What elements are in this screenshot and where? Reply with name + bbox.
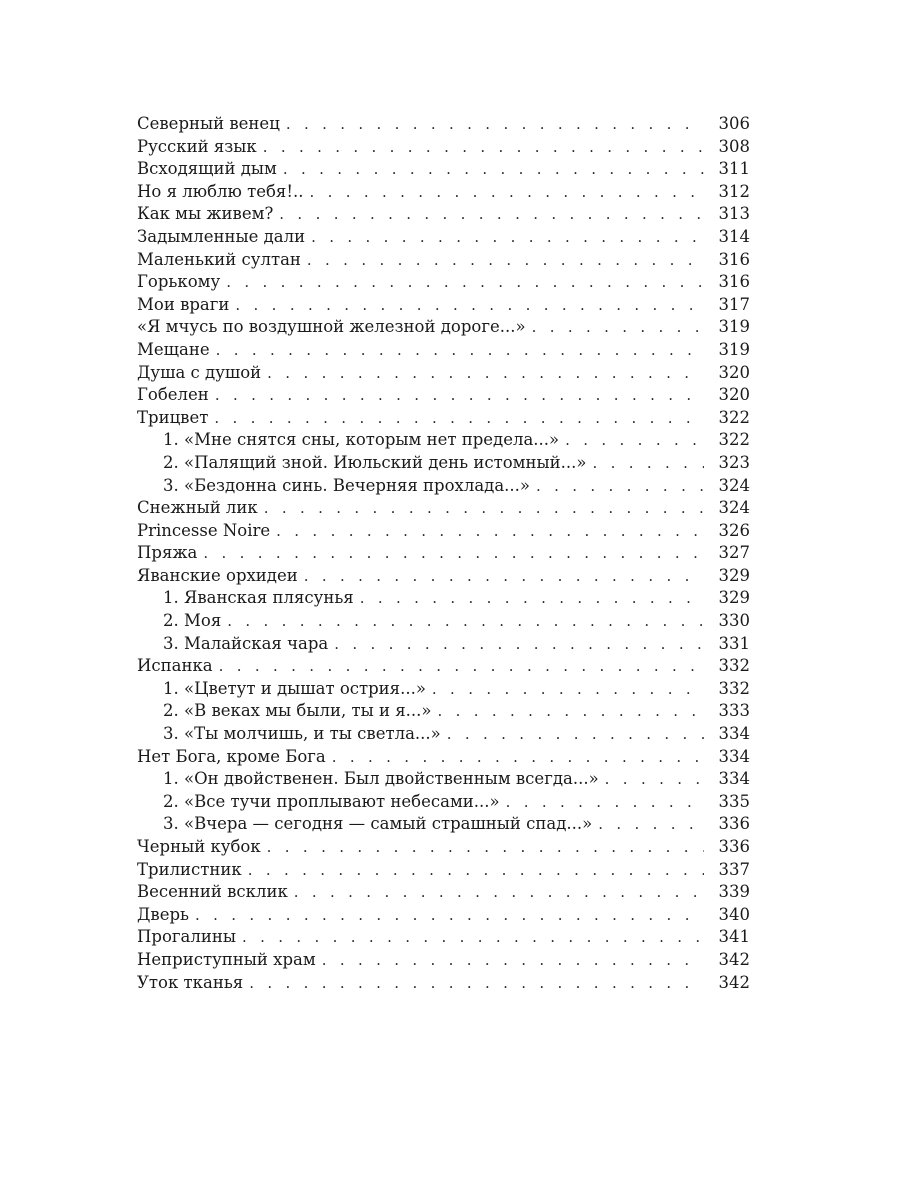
- dot-leader: [307, 249, 704, 272]
- toc-entry-page-number: 312: [718, 181, 750, 201]
- toc-subentry: [137, 587, 750, 610]
- toc-entry-title: Уток тканья: [137, 972, 244, 992]
- toc-entry-title: Северный венец: [137, 114, 280, 133]
- toc-entry-page-number: 308: [718, 136, 750, 156]
- toc-entry-title: Неприступный храм: [137, 949, 316, 969]
- toc-entry-page-number: 324: [718, 498, 750, 518]
- toc-entry-page-number: 326: [718, 520, 750, 540]
- toc-entry-title: 3. «Ты молчишь, и ты светла...»: [163, 724, 441, 744]
- toc-subentry: [137, 791, 750, 814]
- toc-entry-title: Маленький султан: [137, 249, 301, 269]
- toc-entry-title: Пряжа: [137, 543, 198, 563]
- toc-subentry: [137, 768, 750, 791]
- toc-entry: [137, 926, 750, 949]
- toc-entry-page-number: 327: [718, 543, 750, 563]
- toc-entry: [137, 542, 750, 565]
- toc-entry-title: Яванские орхидеи: [137, 565, 298, 585]
- toc-entry-title: Трицвет: [137, 407, 209, 427]
- dot-leader: [195, 904, 704, 927]
- toc-entry-page-number: 317: [718, 294, 750, 314]
- toc-entry-title: 2. «Палящий зной. Июльский день истомный...»: [163, 452, 587, 472]
- toc-entry: [137, 655, 750, 678]
- toc-entry-page-number: 324: [718, 475, 750, 495]
- toc-entry: [137, 362, 750, 385]
- toc-entry-page-number: 333: [718, 701, 750, 721]
- toc-entry-title: Но я люблю тебя!..: [137, 181, 304, 201]
- toc-entry-title: 2. «Все тучи проплывают небесами...»: [163, 791, 500, 811]
- dot-leader: [360, 587, 704, 610]
- dot-leader: [432, 678, 704, 701]
- toc-entry-page-number: 341: [718, 927, 750, 947]
- dot-leader: [592, 452, 704, 475]
- dot-leader: [276, 520, 704, 543]
- toc-entry-title: Снежный лик: [137, 498, 258, 518]
- toc-entry-title: Испанка: [137, 656, 213, 676]
- toc-entry-title: Черный кубок: [137, 837, 261, 856]
- toc-entry: [137, 339, 750, 362]
- toc-subentry: [137, 633, 750, 656]
- dot-leader: [283, 158, 704, 181]
- toc-entry-page-number: 337: [718, 859, 750, 879]
- toc-entry: [137, 158, 750, 181]
- toc-entry-title: «Я мчусь по воздушной железной дороге...»: [137, 317, 526, 337]
- dot-leader: [216, 339, 704, 362]
- dot-leader: [506, 791, 704, 814]
- toc-entry-title: 3. «Бездонна синь. Вечерняя прохлада...»: [163, 475, 530, 495]
- dot-leader: [565, 429, 704, 452]
- toc-entry-page-number: 319: [718, 317, 750, 337]
- toc-entry-page-number: 329: [718, 588, 750, 608]
- toc-entry-page-number: 332: [718, 678, 750, 698]
- dot-leader: [267, 362, 704, 385]
- dot-leader: [437, 700, 704, 723]
- toc-entry: [137, 294, 750, 317]
- toc-entry: [137, 746, 750, 769]
- toc-subentry: [137, 475, 750, 498]
- toc-entry-page-number: 329: [718, 565, 750, 585]
- toc-subentry: [137, 813, 750, 836]
- dot-leader: [248, 859, 704, 882]
- toc-entry-title: 1. «Цветут и дышат острия...»: [163, 678, 426, 698]
- toc-entry-page-number: 316: [718, 249, 750, 269]
- toc-entry-title: Всходящий дым: [137, 159, 277, 179]
- dot-leader: [294, 881, 704, 904]
- toc-entry: [137, 316, 750, 339]
- toc-entry-page-number: 336: [718, 814, 750, 834]
- dot-leader: [214, 407, 704, 430]
- toc-entry-title: Дверь: [137, 904, 190, 924]
- toc-entry: [137, 226, 750, 249]
- toc-entry-title: 3. Малайская чара: [163, 633, 329, 653]
- toc-entry-title: 2. «В веках мы были, ты и я...»: [163, 701, 432, 721]
- toc-subentry: [137, 429, 750, 452]
- dot-leader: [215, 384, 704, 407]
- dot-leader: [605, 768, 704, 791]
- table-of-contents: [137, 113, 750, 994]
- toc-subentry: [137, 678, 750, 701]
- toc-entry-page-number: 340: [718, 904, 750, 924]
- toc-entry-title: Прогалины: [137, 927, 236, 947]
- dot-leader: [203, 542, 704, 565]
- toc-entry: [137, 136, 750, 159]
- toc-entry-title: 2. Моя: [163, 611, 222, 631]
- dot-leader: [532, 316, 704, 339]
- toc-entry-page-number: 323: [718, 452, 750, 472]
- toc-entry-page-number: 336: [718, 837, 750, 856]
- toc-entry-page-number: 334: [718, 746, 750, 766]
- toc-entry-page-number: 334: [718, 769, 750, 789]
- toc-entry-title: Мещане: [137, 339, 210, 359]
- toc-entry-title: Трилистник: [137, 859, 242, 879]
- toc-entry-page-number: 332: [718, 656, 750, 676]
- dot-leader: [264, 497, 704, 520]
- toc-entry: [137, 859, 750, 882]
- toc-entry-title: 3. «Вчера — сегодня — самый страшный спад...»: [163, 814, 593, 834]
- toc-entry: [137, 565, 750, 588]
- toc-entry-page-number: 320: [718, 362, 750, 382]
- toc-entry-page-number: 316: [718, 272, 750, 292]
- toc-entry-page-number: 306: [718, 114, 750, 133]
- toc-subentry: [137, 723, 750, 746]
- toc-entry: [137, 497, 750, 520]
- dot-leader: [598, 813, 704, 836]
- toc-entry: [137, 836, 750, 859]
- toc-entry: [137, 407, 750, 430]
- toc-entry: [137, 972, 750, 995]
- toc-entry-page-number: 334: [718, 724, 750, 744]
- toc-entry: [137, 881, 750, 904]
- toc-entry-page-number: 339: [718, 882, 750, 902]
- toc-entry: [137, 181, 750, 204]
- dot-leader: [227, 610, 704, 633]
- toc-entry-title: 1. Яванская плясунья: [163, 588, 354, 608]
- dot-leader: [279, 203, 704, 226]
- toc-entry-page-number: 322: [718, 430, 750, 450]
- toc-entry-title: Гобелен: [137, 385, 209, 405]
- toc-entry-title: Весенний всклик: [137, 882, 288, 902]
- toc-entry-title: Нет Бога, кроме Бога: [137, 746, 326, 766]
- toc-entry-page-number: 313: [718, 204, 750, 224]
- toc-entry: [137, 271, 750, 294]
- toc-entry-page-number: 319: [718, 339, 750, 359]
- dot-leader: [226, 271, 704, 294]
- dot-leader: [219, 655, 704, 678]
- toc-entry-page-number: 342: [718, 972, 750, 992]
- toc-entry-title: Русский язык: [137, 136, 257, 156]
- dot-leader: [304, 565, 704, 588]
- toc-subentry: [137, 452, 750, 475]
- toc-entry-title: 1. «Он двойственен. Был двойственным всегда...»: [163, 769, 599, 789]
- toc-entry-page-number: 314: [718, 226, 750, 246]
- toc-entry-title: Горькому: [137, 272, 221, 292]
- toc-subentry: [137, 700, 750, 723]
- toc-entry: [137, 249, 750, 272]
- toc-entry-page-number: 342: [718, 949, 750, 969]
- toc-entry-title: Как мы живем?: [137, 204, 274, 224]
- dot-leader: [447, 723, 704, 746]
- toc-entry: [137, 949, 750, 972]
- dot-leader: [242, 926, 704, 949]
- dot-leader: [286, 113, 704, 136]
- toc-entry-page-number: 335: [718, 791, 750, 811]
- dot-leader: [311, 226, 704, 249]
- toc-entry: [137, 113, 750, 136]
- toc-entry-page-number: 311: [718, 159, 750, 179]
- dot-leader: [322, 949, 704, 972]
- dot-leader: [267, 836, 704, 859]
- toc-entry-page-number: 330: [718, 611, 750, 631]
- toc-entry-page-number: 320: [718, 385, 750, 405]
- toc-entry: [137, 520, 750, 543]
- toc-entry: [137, 384, 750, 407]
- toc-entry-title: Задымленные дали: [137, 226, 306, 246]
- toc-subentry: [137, 610, 750, 633]
- dot-leader: [334, 633, 704, 656]
- toc-entry: [137, 203, 750, 226]
- toc-entry: [137, 904, 750, 927]
- toc-entry-title: Мои враги: [137, 294, 230, 314]
- toc-entry-page-number: 331: [718, 633, 750, 653]
- toc-entry-page-number: 322: [718, 407, 750, 427]
- toc-entry-title: 1. «Мне снятся сны, которым нет предела...»: [163, 430, 560, 450]
- toc-entry-title: Princesse Noire: [137, 520, 271, 540]
- toc-entry-title: Душа с душой: [137, 362, 262, 382]
- dot-leader: [309, 181, 704, 204]
- dot-leader: [249, 972, 704, 995]
- dot-leader: [263, 136, 704, 159]
- dot-leader: [536, 475, 704, 498]
- dot-leader: [332, 746, 704, 769]
- dot-leader: [235, 294, 704, 317]
